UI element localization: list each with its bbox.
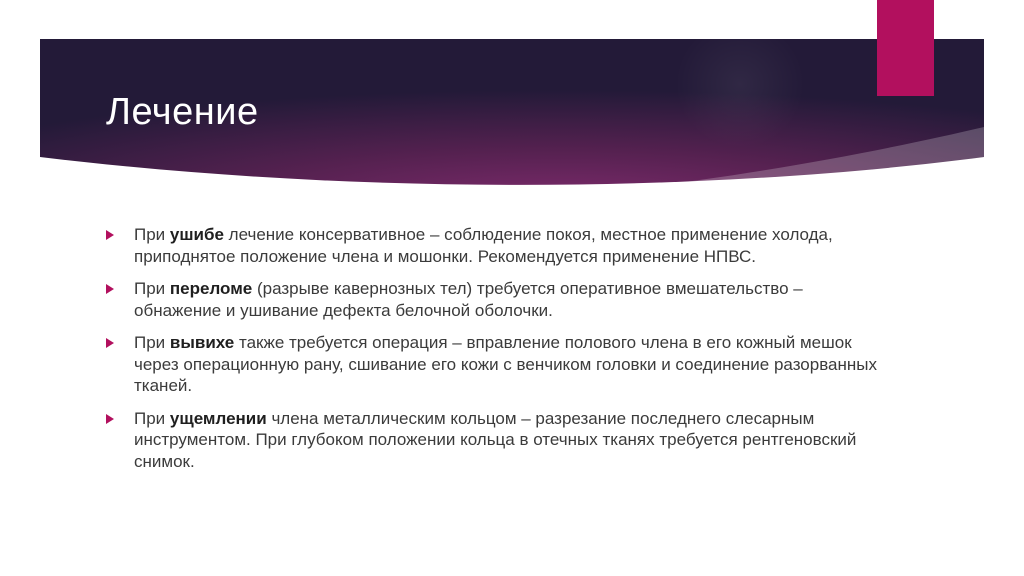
bullet-text: (разрыве кавернозных тел) требуется оперативное вмешательство – обнажение и ушивание дефекта белочной оболочки. (134, 279, 803, 320)
bullet-prefix: При (134, 279, 170, 298)
bullet-prefix: При (134, 225, 170, 244)
bullet-list (104, 224, 884, 483)
accent-tab (877, 0, 934, 96)
bullet-keyword: вывихе (169, 333, 235, 352)
bullet-item (104, 224, 884, 267)
slide-title: Лечение (106, 91, 259, 133)
bullet-item (104, 332, 884, 397)
bullet-prefix: При (134, 408, 170, 428)
bullet-keyword: ущемлении (169, 408, 267, 428)
triangle-bullet-icon (106, 338, 114, 348)
bullet-item (104, 278, 884, 321)
triangle-bullet-icon (106, 230, 114, 240)
bullet-text: лечение консервативное – соблюдение покоя, местное применение холода, приподнятое положение члена и мошонки. Рекомендуется применение НПВС. (134, 225, 833, 266)
bullet-keyword: переломе (169, 279, 253, 298)
bullet-text: члена металлическим кольцом – разрезание последнего слесарным инструментом. При глубоком положении кольца в отечных тканях требуется рентгеновский снимок. (134, 408, 857, 471)
bullet-text: также требуется операция – вправление полового члена в его кожный мешок через операционную рану, сшивание его кожи с венчиком головки и соединение разорванных тканей. (134, 333, 878, 395)
bullet-keyword: ушибе (169, 225, 224, 244)
triangle-bullet-icon (106, 284, 114, 294)
triangle-bullet-icon (106, 414, 114, 424)
bullet-item (104, 408, 884, 473)
bullet-prefix: При (134, 333, 170, 352)
